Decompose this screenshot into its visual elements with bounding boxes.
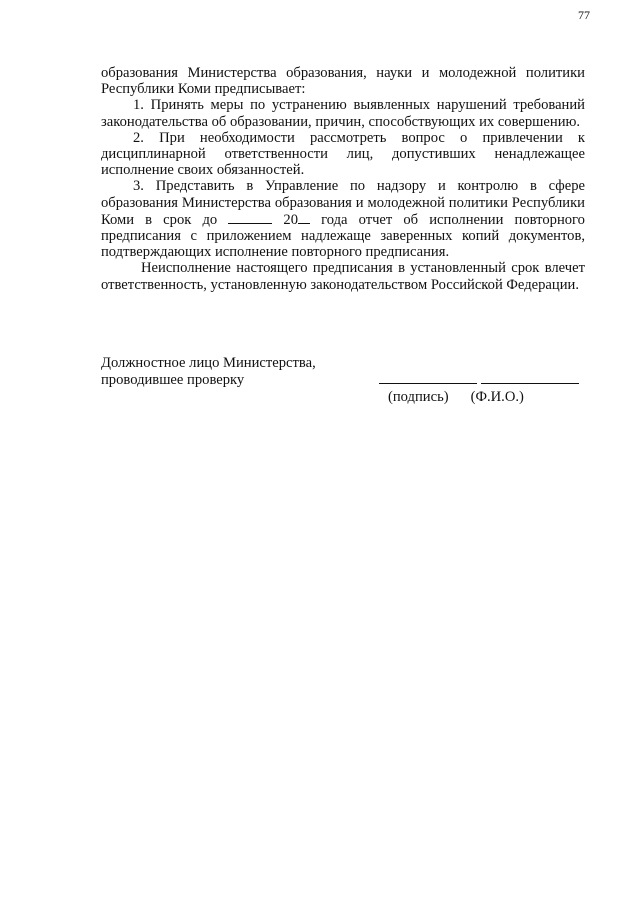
page-number: 77 bbox=[578, 8, 590, 22]
year-prefix: 20 bbox=[283, 211, 298, 228]
document-body bbox=[101, 65, 585, 293]
signature-line bbox=[379, 383, 477, 384]
item-3-text-start: 3. Представить в Управление по надзору и контролю в сфере образования Министерства образования и молодежной политики Республики Коми в срок до bbox=[101, 178, 585, 228]
year-blank-field bbox=[298, 211, 310, 224]
item-3-text-end: года отчет об исполнении повторного предписания с приложением надлежаще заверенных копий документов, подтверждающих исполнение повторного предписания. bbox=[101, 211, 585, 261]
item-1-paragraph: 1. Принять меры по устранению выявленных нарушений требований законодательства об образовании, причин, способствующих их совершению. bbox=[101, 97, 585, 130]
signature-lines bbox=[379, 370, 579, 384]
item-2-paragraph: 2. При необходимости рассмотреть вопрос о привлечении к дисциплинарной ответственности лиц, допустивших ненадлежащее исполнение своих обязанностей. bbox=[101, 129, 585, 179]
official-title-line-1: Должностное лицо Министерства, bbox=[101, 355, 316, 371]
date-blank-field bbox=[228, 211, 272, 224]
item-3-paragraph bbox=[101, 178, 585, 260]
name-caption: (Ф.И.О.) bbox=[470, 389, 524, 405]
official-title-line-2: проводившее проверку bbox=[101, 372, 245, 388]
signature-caption: (подпись) bbox=[388, 389, 449, 405]
closing-paragraph: Неисполнение настоящего предписания в установленный срок влечет ответственность, установленную законодательством Российской Федерации. bbox=[101, 260, 585, 293]
official-signature-block bbox=[101, 355, 316, 389]
name-line bbox=[481, 383, 579, 384]
signature-captions bbox=[388, 389, 524, 406]
intro-paragraph: образования Министерства образования, науки и молодежной политики Республики Коми предписывает: bbox=[101, 65, 585, 98]
